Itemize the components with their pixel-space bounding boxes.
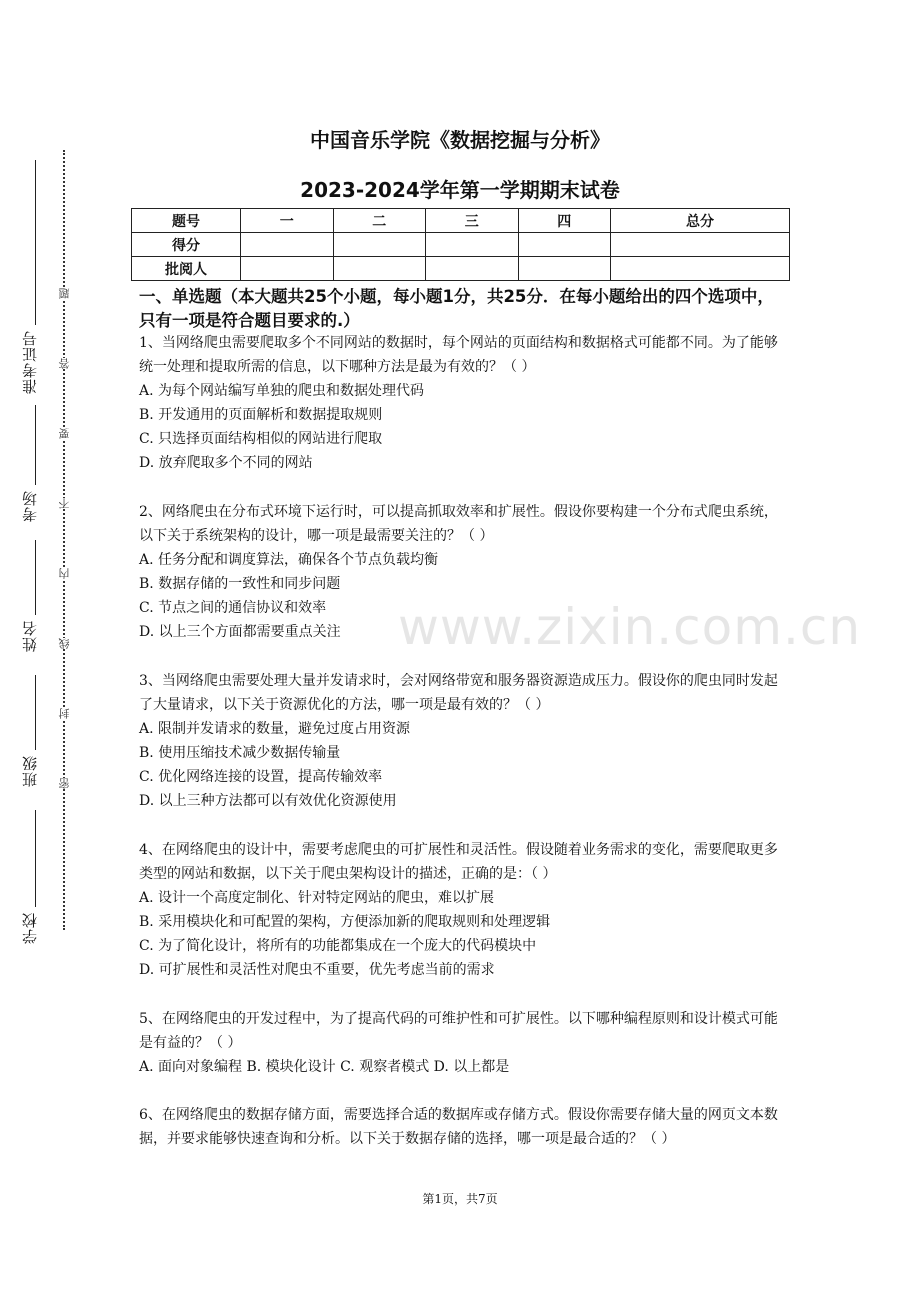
table-header-cell: 题号	[132, 209, 241, 233]
watermark: www.zixin.com.cn	[398, 598, 862, 656]
question-1	[139, 331, 789, 475]
seal-char-3: 要	[58, 428, 71, 439]
score-cell[interactable]	[518, 233, 611, 257]
grader-cell[interactable]	[518, 257, 611, 281]
table-row-label: 批阅人	[132, 257, 241, 281]
school-field	[18, 912, 40, 944]
option-line: A. 面向对象编程 B. 模块化设计 C. 观察者模式 D. 以上都是	[139, 1059, 510, 1075]
seal-char-8: 密	[58, 778, 71, 789]
class-field	[18, 755, 40, 787]
question-2	[139, 500, 789, 644]
question-stem: 4、在网络爬虫的设计中，需要考虑爬虫的可扩展性和灵活性。假设随着业务需求的变化，需要爬取更多类型的网站和数据，以下关于爬虫架构设计的描述，正确的是：（ ）	[139, 842, 778, 882]
option-a: A. 为每个网站编写单独的爬虫和数据处理代码	[139, 383, 425, 399]
score-table-row	[132, 233, 790, 257]
class-line	[35, 675, 36, 750]
option-d: D. 可扩展性和灵活性对爬虫不重要，优先考虑当前的需求	[139, 962, 495, 978]
score-table-row	[132, 257, 790, 281]
score-cell[interactable]	[333, 233, 426, 257]
name-line	[35, 540, 36, 615]
school-line	[35, 810, 36, 907]
score-table-header-row	[132, 209, 790, 233]
exam-number-field	[18, 330, 40, 394]
option-b: B. 采用模块化和可配置的架构，方便添加新的爬取规则和处理逻辑	[139, 914, 551, 930]
seal-char-5: 内	[58, 568, 71, 579]
option-a: A. 设计一个高度定制化、针对特定网站的爬虫，难以扩展	[139, 890, 495, 906]
score-cell[interactable]	[611, 233, 790, 257]
exam-title-term: 2023-2024学年第一学期期末试卷	[300, 178, 620, 202]
seal-char-4: 不	[58, 498, 71, 509]
page-footer: 第1页，共7页	[422, 1192, 498, 1206]
score-table	[131, 208, 790, 281]
score-cell[interactable]	[241, 233, 334, 257]
grader-cell[interactable]	[426, 257, 519, 281]
name-label: 姓名	[20, 620, 39, 652]
question-stem: 2、网络爬虫在分布式环境下运行时，可以提高抓取效率和扩展性。假设你要构建一个分布式爬虫系统，以下关于系统架构的设计，哪一项是最需要关注的？（ ）	[139, 504, 778, 544]
seal-char-2: 答	[58, 358, 71, 369]
exam-number-label: 准考证号	[20, 330, 39, 394]
question-3	[139, 669, 789, 813]
table-header-cell: 二	[333, 209, 426, 233]
question-5	[139, 1007, 789, 1079]
option-c: C. 节点之间的通信协议和效率	[139, 600, 327, 616]
seal-dotted-line	[63, 150, 65, 930]
grader-cell[interactable]	[333, 257, 426, 281]
question-stem: 6、在网络爬虫的数据存储方面，需要选择合适的数据库或存储方式。假设你需要存储大量的网页文本数据，并要求能够快速查询和分析。以下关于数据存储的选择，哪一项是最合适的？（ ）	[139, 1107, 778, 1147]
class-label: 班级	[20, 755, 39, 787]
exam-title-school: 中国音乐学院《数据挖掘与分析》	[310, 128, 610, 152]
option-d: D. 放弃爬取多个不同的网站	[139, 455, 313, 471]
table-header-cell: 四	[518, 209, 611, 233]
option-c: C. 优化网络连接的设置，提高传输效率	[139, 769, 383, 785]
option-b: B. 使用压缩技术减少数据传输量	[139, 745, 341, 761]
option-a: A. 限制并发请求的数量，避免过度占用资源	[139, 721, 411, 737]
table-row-label: 得分	[132, 233, 241, 257]
exam-room-field	[18, 490, 40, 522]
binding-margin	[0, 0, 71, 1302]
question-stem: 3、当网络爬虫需要处理大量并发请求时，会对网络带宽和服务器资源造成压力。假设你的爬虫同时发起了大量请求，以下关于资源优化的方法，哪一项是最有效的？（ ）	[139, 673, 778, 713]
option-d: D. 以上三个方面都需要重点关注	[139, 624, 341, 640]
school-label: 学校	[20, 912, 39, 944]
exam-room-line	[35, 405, 36, 485]
question-stem: 5、在网络爬虫的开发过程中，为了提高代码的可维护性和可扩展性。以下哪种编程原则和设计模式可能是有益的？（ ）	[139, 1011, 778, 1051]
exam-number-line	[35, 160, 36, 325]
question-stem: 1、当网络爬虫需要爬取多个不同网站的数据时，每个网站的页面结构和数据格式可能都不同。为了能够统一处理和提取所需的信息，以下哪种方法是最为有效的？（ ）	[139, 335, 778, 375]
option-c: C. 为了简化设计，将所有的功能都集成在一个庞大的代码模块中	[139, 938, 537, 954]
table-header-cell: 总分	[611, 209, 790, 233]
table-header-cell: 一	[241, 209, 334, 233]
seal-char-7: 封	[58, 708, 71, 719]
option-a: A. 任务分配和调度算法，确保各个节点负载均衡	[139, 552, 439, 568]
option-c: C. 只选择页面结构相似的网站进行爬取	[139, 431, 383, 447]
question-4	[139, 838, 789, 982]
option-b: B. 数据存储的一致性和同步问题	[139, 576, 341, 592]
score-cell[interactable]	[426, 233, 519, 257]
grader-cell[interactable]	[241, 257, 334, 281]
option-b: B. 开发通用的页面解析和数据提取规则	[139, 407, 383, 423]
section-heading: 一、单选题（本大题共25个小题，每小题1分，共25分．在每小题给出的四个选项中，只有一项是符合题目要求的.）	[139, 287, 774, 330]
seal-char-6: 线	[58, 638, 71, 649]
question-6	[139, 1103, 789, 1151]
name-field	[18, 620, 40, 652]
seal-char-1: 题	[58, 288, 71, 299]
grader-cell[interactable]	[611, 257, 790, 281]
exam-room-label: 考场	[20, 490, 39, 522]
table-header-cell: 三	[426, 209, 519, 233]
option-d: D. 以上三种方法都可以有效优化资源使用	[139, 793, 397, 809]
